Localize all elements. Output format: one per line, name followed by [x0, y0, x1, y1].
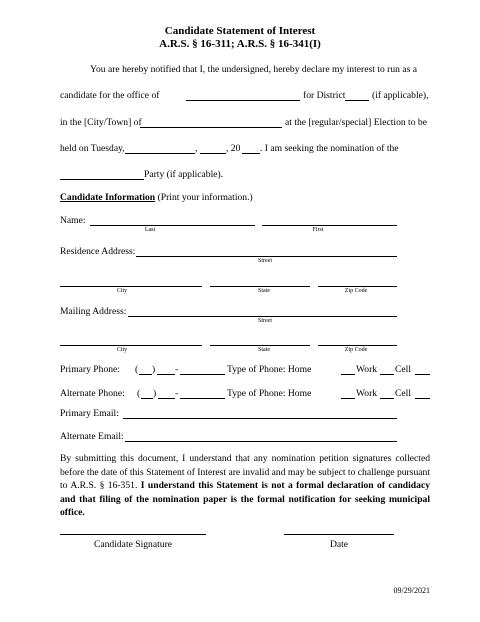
revision-date: 09/29/2021: [393, 586, 430, 595]
party-label: Party (if applicable).: [144, 169, 224, 180]
district-label: for District: [303, 90, 346, 101]
primary-phone-type-label: Type of Phone: Home: [227, 364, 312, 375]
primary-phone-dash: -: [175, 364, 179, 375]
primary-phone-cell-field[interactable]: [415, 374, 430, 375]
mailing-zip-field[interactable]: [318, 345, 397, 346]
mailing-street-caption: Street: [258, 318, 272, 324]
primary-phone-open-paren: (: [135, 364, 139, 375]
alternate-phone-type-label: Type of Phone: Home: [227, 388, 312, 399]
primary-phone-work-field[interactable]: [380, 374, 394, 375]
residence-address-label: Residence Address:: [60, 246, 136, 257]
alternate-email-label: Alternate Email:: [60, 431, 124, 442]
signature-date-label: Date: [329, 539, 349, 550]
first-name-field[interactable]: [262, 225, 397, 226]
primary-phone-line-field[interactable]: [180, 374, 225, 375]
alternate-phone-work-field[interactable]: [380, 398, 394, 399]
residence-street-field[interactable]: [136, 256, 397, 257]
primary-phone-cell-label: Cell: [395, 364, 411, 375]
candidate-signature-label: Candidate Signature: [93, 539, 173, 550]
residence-city-caption: City: [116, 288, 128, 294]
city-town-field[interactable]: [140, 127, 282, 128]
residence-state-caption: State: [258, 288, 270, 294]
district-note: (if applicable),: [372, 90, 429, 101]
mailing-street-field[interactable]: [128, 316, 397, 317]
residence-zip-caption: Zip Code: [344, 288, 368, 294]
primary-phone-home-field[interactable]: [341, 374, 355, 375]
residence-city-field[interactable]: [60, 286, 202, 287]
primary-phone-prefix-field[interactable]: [157, 374, 175, 375]
alternate-phone-label: Alternate Phone:: [60, 388, 125, 399]
alternate-phone-open-paren: (: [137, 388, 141, 399]
city-town-label: in the [City/Town] of: [60, 117, 142, 128]
notice-bold-text: I understand this Statement is not a formal declaration of candidacy and that filing of the nomination paper is the formal notification for seeking municipal office.: [60, 480, 430, 519]
candidate-info-heading-text: Candidate Information: [60, 192, 156, 203]
alternate-email-field[interactable]: [125, 441, 397, 442]
alternate-phone-line-field[interactable]: [180, 398, 225, 399]
mailing-zip-caption: Zip Code: [344, 347, 368, 353]
mailing-city-field[interactable]: [60, 345, 202, 346]
primary-phone-work-label: Work: [356, 364, 378, 375]
date-comma: ,: [195, 143, 198, 154]
mailing-city-caption: City: [116, 347, 128, 353]
alternate-phone-cell-label: Cell: [395, 388, 411, 399]
election-date-label: held on Tuesday,: [60, 143, 125, 154]
primary-email-field[interactable]: [123, 418, 397, 419]
mailing-state-caption: State: [258, 347, 270, 353]
form-statute: A.R.S. § 16-311; A.R.S. § 16-341(I): [159, 38, 321, 50]
candidate-info-heading: [60, 192, 253, 204]
mailing-address-label: Mailing Address:: [60, 306, 127, 317]
first-name-caption: First: [312, 227, 324, 233]
election-year-field[interactable]: [242, 153, 260, 154]
last-name-caption: Last: [144, 227, 156, 233]
primary-email-label: Primary Email:: [60, 408, 119, 419]
election-month-day-field[interactable]: [125, 153, 195, 154]
primary-phone-label: Primary Phone:: [60, 364, 120, 375]
mailing-state-field[interactable]: [210, 345, 310, 346]
election-day-field[interactable]: [200, 153, 226, 154]
nomination-label: . I am seeking the nomination of the: [260, 143, 399, 154]
alternate-phone-work-label: Work: [356, 388, 378, 399]
form-title: Candidate Statement of Interest: [164, 25, 316, 37]
district-field[interactable]: [345, 100, 369, 101]
candidate-signature-field[interactable]: [60, 534, 206, 535]
declaration-line-1: You are hereby notified that I, the undersigned, hereby declare my interest to run as a: [90, 64, 417, 75]
election-label: at the [regular/special] Election to be: [285, 117, 427, 128]
notice-text: By submitting this document, I understand that any nomination petition signatures collected before the date of this Statement of Interest are invalid and may be subject to challenge pursuant to A.R.S. § 16-351.: [60, 453, 430, 492]
name-label: Name:: [60, 215, 86, 226]
office-label: candidate for the office of: [60, 90, 160, 101]
signature-date-field[interactable]: [284, 534, 394, 535]
alternate-phone-area-field[interactable]: [141, 398, 153, 399]
residence-zip-field[interactable]: [318, 286, 397, 287]
alternate-phone-home-field[interactable]: [341, 398, 355, 399]
alternate-phone-cell-field[interactable]: [415, 398, 430, 399]
alternate-phone-dash: -: [175, 388, 179, 399]
candidate-info-note: (Print your information.): [157, 192, 253, 203]
alternate-phone-close-paren: ): [153, 388, 157, 399]
office-field[interactable]: [186, 100, 300, 101]
primary-phone-close-paren: ): [152, 364, 156, 375]
party-field[interactable]: [60, 179, 144, 180]
alternate-phone-prefix-field[interactable]: [158, 398, 175, 399]
primary-phone-area-field[interactable]: [139, 374, 152, 375]
notice-paragraph: [60, 452, 430, 520]
year-prefix: , 20: [226, 143, 241, 154]
residence-state-field[interactable]: [210, 286, 310, 287]
residence-street-caption: Street: [258, 258, 272, 264]
last-name-field[interactable]: [90, 225, 255, 226]
